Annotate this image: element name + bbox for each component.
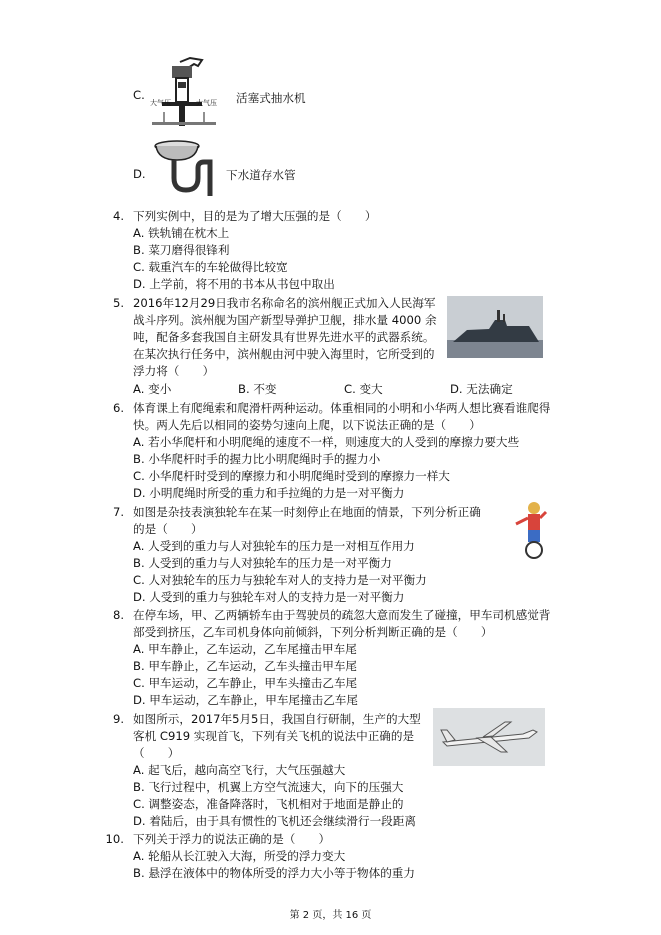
q4-option-a: A. 铁轨铺在枕木上 — [133, 226, 230, 240]
q6-option-b: B. 小华爬杆时手的握力比小明爬绳时手的握力小 — [133, 452, 381, 466]
piston-pump-figure — [150, 56, 220, 128]
q5-option-b: B. 不变 — [238, 382, 277, 396]
q5-option-d: D. 无法确定 — [450, 382, 513, 396]
q4-option-d: D. 上学前，将不用的书本从书包中取出 — [133, 277, 335, 291]
q10-stem: 下列关于浮力的说法正确的是（ ） — [133, 832, 331, 846]
q8-option-c: C. 甲车运动，乙车静止，甲车头撞击乙车尾 — [133, 676, 358, 690]
option-d-label: 下水道存水管 — [226, 168, 296, 182]
q5-option-c: C. 变大 — [344, 382, 383, 396]
q6-number: 6. — [112, 401, 124, 415]
q9-stem-3: （ ） — [133, 746, 180, 760]
q7-stem-1: 如图是杂技表演独轮车在某一时刻停止在地面的情景，下列分析正确 — [133, 505, 481, 519]
pressure-label-right: 大气压 — [196, 99, 217, 107]
q9-option-a: A. 起飞后，越向高空飞行，大气压强越大 — [133, 763, 346, 777]
q10-number: 10. — [105, 832, 124, 846]
q6-option-c: C. 小华爬杆时受到的摩擦力和小明爬绳时受到的摩擦力一样大 — [133, 469, 450, 483]
q6-option-d: D. 小明爬绳时所受的重力和手拉绳的力是一对平衡力 — [133, 486, 405, 500]
q7-option-b: B. 人受到的重力与人对独轮车的压力是一对平衡力 — [133, 556, 392, 570]
q7-number: 7. — [112, 505, 124, 519]
pressure-label-left: 大气压 — [150, 99, 171, 107]
option-c-letter: C. — [133, 88, 145, 102]
q9-number: 9. — [112, 712, 124, 726]
c919-aircraft-photo — [433, 708, 545, 766]
q4-stem: 下列实例中，目的是为了增大压强的是（ ） — [133, 209, 377, 223]
q7-option-d: D. 人受到的重力与独轮车对人的支持力是一对平衡力 — [133, 590, 405, 604]
q4-option-c: C. 载重汽车的车轮做得比较宽 — [133, 260, 288, 274]
q8-option-b: B. 甲车静止，乙车运动，乙车头撞击甲车尾 — [133, 659, 358, 673]
drain-trap-figure — [152, 138, 214, 196]
q4-option-b: B. 菜刀磨得很锋利 — [133, 243, 230, 257]
q5-stem-2: 战斗序列。滨州舰为国产新型导弹护卫舰，排水量 4000 余 — [133, 313, 437, 327]
q7-stem-2: 的是（ ） — [133, 522, 203, 536]
q8-stem-1: 在停车场，甲、乙两辆轿车由于驾驶员的疏忽大意而发生了碰撞，甲车司机感觉背 — [133, 608, 551, 622]
unicycle-performer-figure — [510, 500, 550, 560]
warship-photo — [447, 296, 543, 358]
q4-number: 4. — [112, 209, 124, 223]
q9-option-b: B. 飞行过程中，机翼上方空气流速大，向下的压强大 — [133, 780, 404, 794]
q8-stem-2: 部受到挤压，乙车司机身体向前倾斜，下列分析判断正确的是（ ） — [133, 625, 493, 639]
q5-number: 5. — [112, 296, 124, 310]
q6-stem-2: 快。两人先后以相同的姿势匀速向上爬，以下说法正确的是（ ） — [133, 418, 481, 432]
q10-option-b: B. 悬浮在液体中的物体所受的浮力大小等于物体的重力 — [133, 866, 415, 880]
q6-option-a: A. 若小华爬杆和小明爬绳的速度不一样，则速度大的人受到的摩擦力要大些 — [133, 435, 520, 449]
option-d-letter: D. — [133, 167, 146, 181]
q5-option-a: A. 变小 — [133, 382, 172, 396]
q5-stem-3: 吨，配备多套我国自主研发具有世界先进水平的武器系统。 — [133, 330, 435, 344]
option-c-label: 活塞式抽水机 — [236, 91, 306, 105]
q5-stem-5: 浮力将（ ） — [133, 364, 215, 378]
q6-stem-1: 体育课上有爬绳索和爬滑杆两种运动。体重相同的小明和小华两人想比赛看谁爬得 — [133, 401, 551, 415]
q5-stem-1: 2016年12月29日我市名称命名的滨州舰正式加入人民海军 — [133, 296, 436, 310]
q7-option-a: A. 人受到的重力与人对独轮车的压力是一对相互作用力 — [133, 539, 415, 553]
q9-option-c: C. 调整姿态，准备降落时，飞机相对于地面是静止的 — [133, 797, 404, 811]
q9-stem-1: 如图所示，2017年5月5日，我国自行研制，生产的大型 — [133, 712, 421, 726]
q10-option-a: A. 轮船从长江驶入大海，所受的浮力变大 — [133, 849, 346, 863]
q8-option-a: A. 甲车静止，乙车运动，乙车尾撞击甲车尾 — [133, 642, 357, 656]
q7-option-c: C. 人对独轮车的压力与独轮车对人的支持力是一对平衡力 — [133, 573, 427, 587]
q8-option-d: D. 甲车运动，乙车静止，甲车尾撞击乙车尾 — [133, 693, 358, 707]
q5-stem-4: 在某次执行任务中，滨州舰由河中驶入海里时，它所受到的 — [133, 347, 435, 361]
page-footer: 第 2 页，共 16 页 — [289, 910, 372, 921]
q9-stem-2: 客机 C919 实现首飞，下列有关飞机的说法中正确的是 — [133, 729, 415, 743]
q8-number: 8. — [112, 608, 124, 622]
q9-option-d: D. 着陆后，由于具有惯性的飞机还会继续滑行一段距离 — [133, 814, 416, 828]
